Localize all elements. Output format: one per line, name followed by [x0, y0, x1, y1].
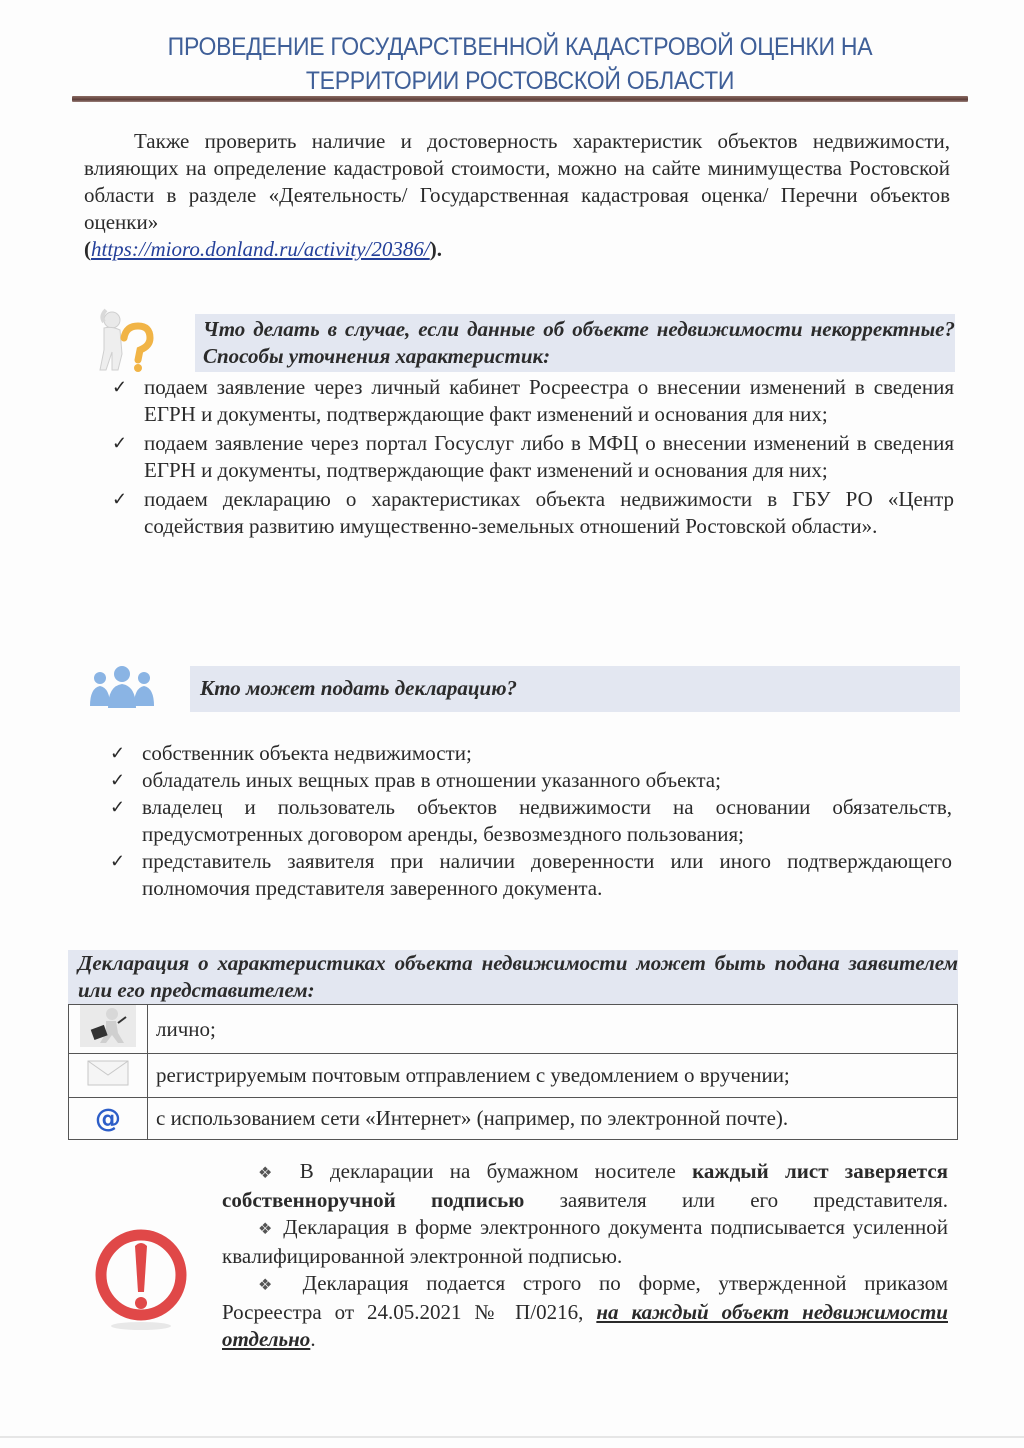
- table-row: [69, 1054, 958, 1098]
- list-item: [110, 740, 952, 767]
- method-icon-cell: [69, 1054, 148, 1098]
- incorrect-data-heading: Что делать в случае, если данные об объекте недвижимости некорректные? Способы уточнения характеристик:: [195, 314, 955, 372]
- page-title: [115, 30, 925, 98]
- list-item-text: подаем заявление через портал Госуслуг либо в МФЦ о внесении изменений в сведения ЕГРН и документы, подтверждающие факт изменений и основания для них;: [144, 431, 954, 482]
- list-item-text: подаем декларацию о характеристиках объекта недвижимости в ГБУ РО «Центр содействия развитию имущественно-земельных отношений Ростовской области».: [144, 487, 954, 538]
- link-paren-open: (: [84, 237, 91, 261]
- at-sign-icon: @: [95, 1103, 121, 1134]
- diamond-bullet-icon: ❖: [258, 1165, 284, 1182]
- title-line-1: ПРОВЕДЕНИЕ ГОСУДАРСТВЕННОЙ КАДАСТРОВОЙ ОЦЕНКИ НА: [167, 33, 873, 61]
- list-item: [110, 794, 952, 848]
- table-row: [69, 1005, 958, 1054]
- note-3-text: Декларация подается строго по форме, утвержденной приказом Росреестра от 24.05.2021 № П/0216,: [222, 1271, 949, 1324]
- list-item-text: собственник объекта недвижимости;: [142, 741, 472, 765]
- envelope-icon: [87, 1060, 129, 1086]
- list-item: [110, 767, 952, 794]
- list-item: [112, 486, 954, 540]
- method-text: с использованием сети «Интернет» (например, по электронной почте).: [148, 1098, 958, 1140]
- note-1-text: В декларации на бумажном носителе: [299, 1159, 676, 1183]
- method-text: регистрируемым почтовым отправлением с уведомлением о вручении;: [148, 1054, 958, 1098]
- note-1-bold: каждый лист заверяется собственноручной подписью: [222, 1159, 949, 1212]
- warning-exclamation-icon: [92, 1222, 190, 1332]
- check-icon: ✓: [110, 770, 126, 790]
- note-2: [222, 1214, 948, 1270]
- intro-text: Также проверить наличие и достоверность характеристик объектов недвижимости, влияющих на определение кадастровой стоимости, можно на сайте минимущества Ростовской области в разделе «Деятельность/ Государственная кадастровая оценка/ Перечни объектов оценки»: [84, 129, 950, 234]
- diamond-bullet-icon: ❖: [258, 1277, 285, 1294]
- submission-methods-heading: Декларация о характеристиках объекта недвижимости может быть подана заявителем или его представителем:: [68, 950, 958, 1004]
- person-with-briefcase-icon: [80, 1005, 136, 1047]
- eligible-applicants-list: [110, 740, 952, 902]
- correction-methods-list: [112, 374, 954, 542]
- check-icon: ✓: [112, 433, 128, 453]
- check-icon: ✓: [110, 743, 126, 763]
- note-2-text: Декларация в форме электронного документа подписывается усиленной квалифицированной электронной подписью.: [222, 1215, 949, 1268]
- people-group-icon: [86, 664, 158, 708]
- note-1: [222, 1158, 948, 1214]
- who-can-submit-heading: Кто может подать декларацию?: [190, 666, 960, 712]
- table-row: [69, 1098, 958, 1140]
- list-item-text: обладатель иных вещных прав в отношении указанного объекта;: [142, 768, 721, 792]
- method-icon-cell: [69, 1005, 148, 1054]
- note-3: [222, 1270, 948, 1353]
- check-icon: ✓: [112, 489, 128, 509]
- list-item-text: владелец и пользователь объектов недвижимости на основании обязательств, предусмотренных договором аренды, безвозмездного пользования;: [142, 795, 952, 846]
- method-icon-cell: [69, 1098, 148, 1140]
- note-3-emphasis: на каждый объект недвижимости отдельно: [222, 1300, 948, 1351]
- question-person-icon: [94, 308, 156, 374]
- list-item: [110, 848, 952, 902]
- declaration-notes: [222, 1158, 948, 1353]
- intro-link-line: [84, 236, 950, 263]
- method-text: лично;: [148, 1005, 958, 1054]
- page-edge: [0, 1436, 1024, 1438]
- list-item: [112, 374, 954, 428]
- note-1-end: заявителя или его представителя.: [559, 1188, 949, 1212]
- list-item-text: представитель заявителя при наличии доверенности или иного подтверждающего полномочия представителя заверенного документа.: [142, 849, 952, 900]
- diamond-bullet-icon: ❖: [258, 1221, 276, 1238]
- activity-link[interactable]: https://mioro.donland.ru/activity/20386/: [91, 237, 430, 261]
- check-icon: ✓: [110, 797, 126, 817]
- check-icon: ✓: [110, 851, 126, 871]
- link-paren-close: ).: [429, 237, 442, 261]
- submission-methods-table: [68, 1004, 958, 1140]
- intro-paragraph: [84, 128, 950, 263]
- title-line-2: ТЕРРИТОРИИ РОСТОВСКОЙ ОБЛАСТИ: [305, 67, 735, 95]
- check-icon: ✓: [112, 377, 128, 397]
- list-item-text: подаем заявление через личный кабинет Росреестра о внесении изменений в сведения ЕГРН и документы, подтверждающие факт изменений и основания для них;: [144, 375, 954, 426]
- title-divider: [72, 96, 968, 102]
- list-item: [112, 430, 954, 484]
- note-3-end: .: [310, 1327, 316, 1351]
